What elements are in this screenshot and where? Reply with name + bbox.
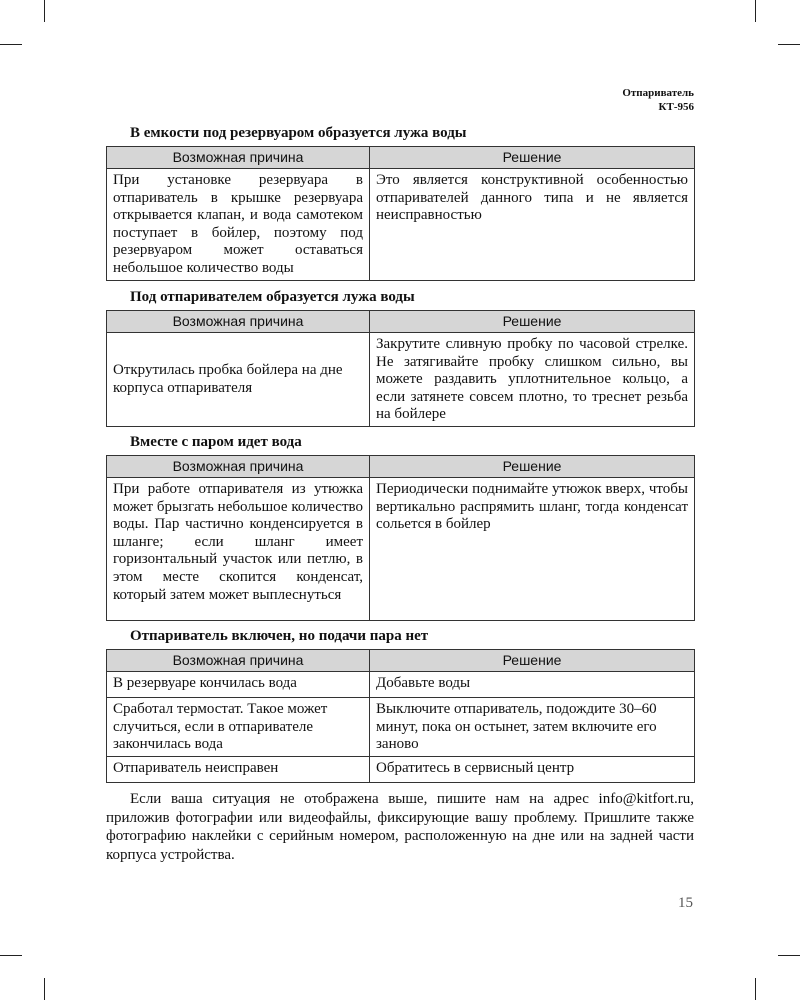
cause-cell: При установке резервуара в отпариватель в крышке резервуара открывается клапан, и вода самотеком поступает в бойлер, поэтому под резервуаром может оставаться небольшое количество воды	[107, 169, 370, 281]
column-header-solution: Решение	[370, 456, 695, 478]
footer-note	[106, 790, 694, 864]
crop-mark	[0, 44, 22, 45]
table-row	[107, 478, 695, 621]
table-row	[107, 756, 695, 782]
footer-note-text: Если ваша ситуация не отображена выше, пишите нам на адрес info@kitfort.ru, приложив фотографии или видеофайлы, фиксирующие вашу проблему. Пришлите также фотографию наклейки с серийным номером, расположенную на дне или на задней части корпуса устройства.	[106, 791, 694, 863]
solution-cell: Закрутите сливную пробку по часовой стрелке. Не затягивайте пробку слишком сильно, вы можете раздавить уплотнительное кольцо, а если затянете совсем плотно, то треснет резьба на бойлере	[370, 333, 695, 427]
table-header-row	[107, 456, 695, 478]
cause-cell: Сработал термостат. Такое может случиться, если в отпаривателе закончилась вода	[107, 698, 370, 757]
running-head-model: КТ-956	[658, 101, 694, 113]
running-head	[622, 86, 694, 114]
column-header-solution: Решение	[370, 311, 695, 333]
section-title-4: Отпариватель включен, но подачи пара нет	[130, 628, 429, 644]
crop-mark	[755, 0, 756, 22]
column-header-cause: Возможная причина	[107, 147, 370, 169]
cause-cell: Открутилась пробка бойлера на дне корпуса отпаривателя	[107, 333, 370, 427]
column-header-cause: Возможная причина	[107, 456, 370, 478]
cause-cell: В резервуаре кончилась вода	[107, 672, 370, 698]
solution-cell: Выключите отпариватель, подождите 30–60 минут, пока он остынет, затем включите его заново	[370, 698, 695, 757]
section-title-1: В емкости под резервуаром образуется лужа воды	[130, 125, 467, 141]
section-title-3: Вместе с паром идет вода	[130, 434, 302, 450]
solution-cell: Добавьте воды	[370, 672, 695, 698]
solution-cell: Периодически поднимайте утюжок вверх, чтобы вертикально распрямить шланг, тогда конденсат сольется в бойлер	[370, 478, 695, 621]
cause-cell: При работе отпаривателя из утюжка может брызгать небольшое количество воды. Пар частично конденсируется в шланге; если шланг имеет горизонтальный участок или петлю, в этом месте скопится конденсат, который затем может выплеснуться	[107, 478, 370, 621]
table-row	[107, 672, 695, 698]
crop-mark	[44, 978, 45, 1000]
crop-mark	[778, 44, 800, 45]
crop-mark	[44, 0, 45, 22]
troubleshooting-table-3	[106, 455, 695, 621]
column-header-solution: Решение	[370, 147, 695, 169]
solution-cell: Это является конструктивной особенностью отпаривателей данного типа и не является неисправностью	[370, 169, 695, 281]
page-number: 15	[678, 895, 693, 911]
section-title-2: Под отпаривателем образуется лужа воды	[130, 289, 415, 305]
table-header-row	[107, 311, 695, 333]
troubleshooting-table-1	[106, 146, 695, 281]
crop-mark	[0, 955, 22, 956]
cause-cell: Отпариватель неисправен	[107, 756, 370, 782]
crop-mark	[778, 955, 800, 956]
crop-mark	[755, 978, 756, 1000]
column-header-cause: Возможная причина	[107, 650, 370, 672]
solution-cell: Обратитесь в сервисный центр	[370, 756, 695, 782]
table-header-row	[107, 650, 695, 672]
troubleshooting-table-4	[106, 649, 695, 783]
table-header-row	[107, 147, 695, 169]
running-head-product: Отпариватель	[622, 87, 694, 99]
column-header-cause: Возможная причина	[107, 311, 370, 333]
table-row	[107, 169, 695, 281]
troubleshooting-table-2	[106, 310, 695, 427]
table-row	[107, 333, 695, 427]
table-row	[107, 698, 695, 757]
column-header-solution: Решение	[370, 650, 695, 672]
